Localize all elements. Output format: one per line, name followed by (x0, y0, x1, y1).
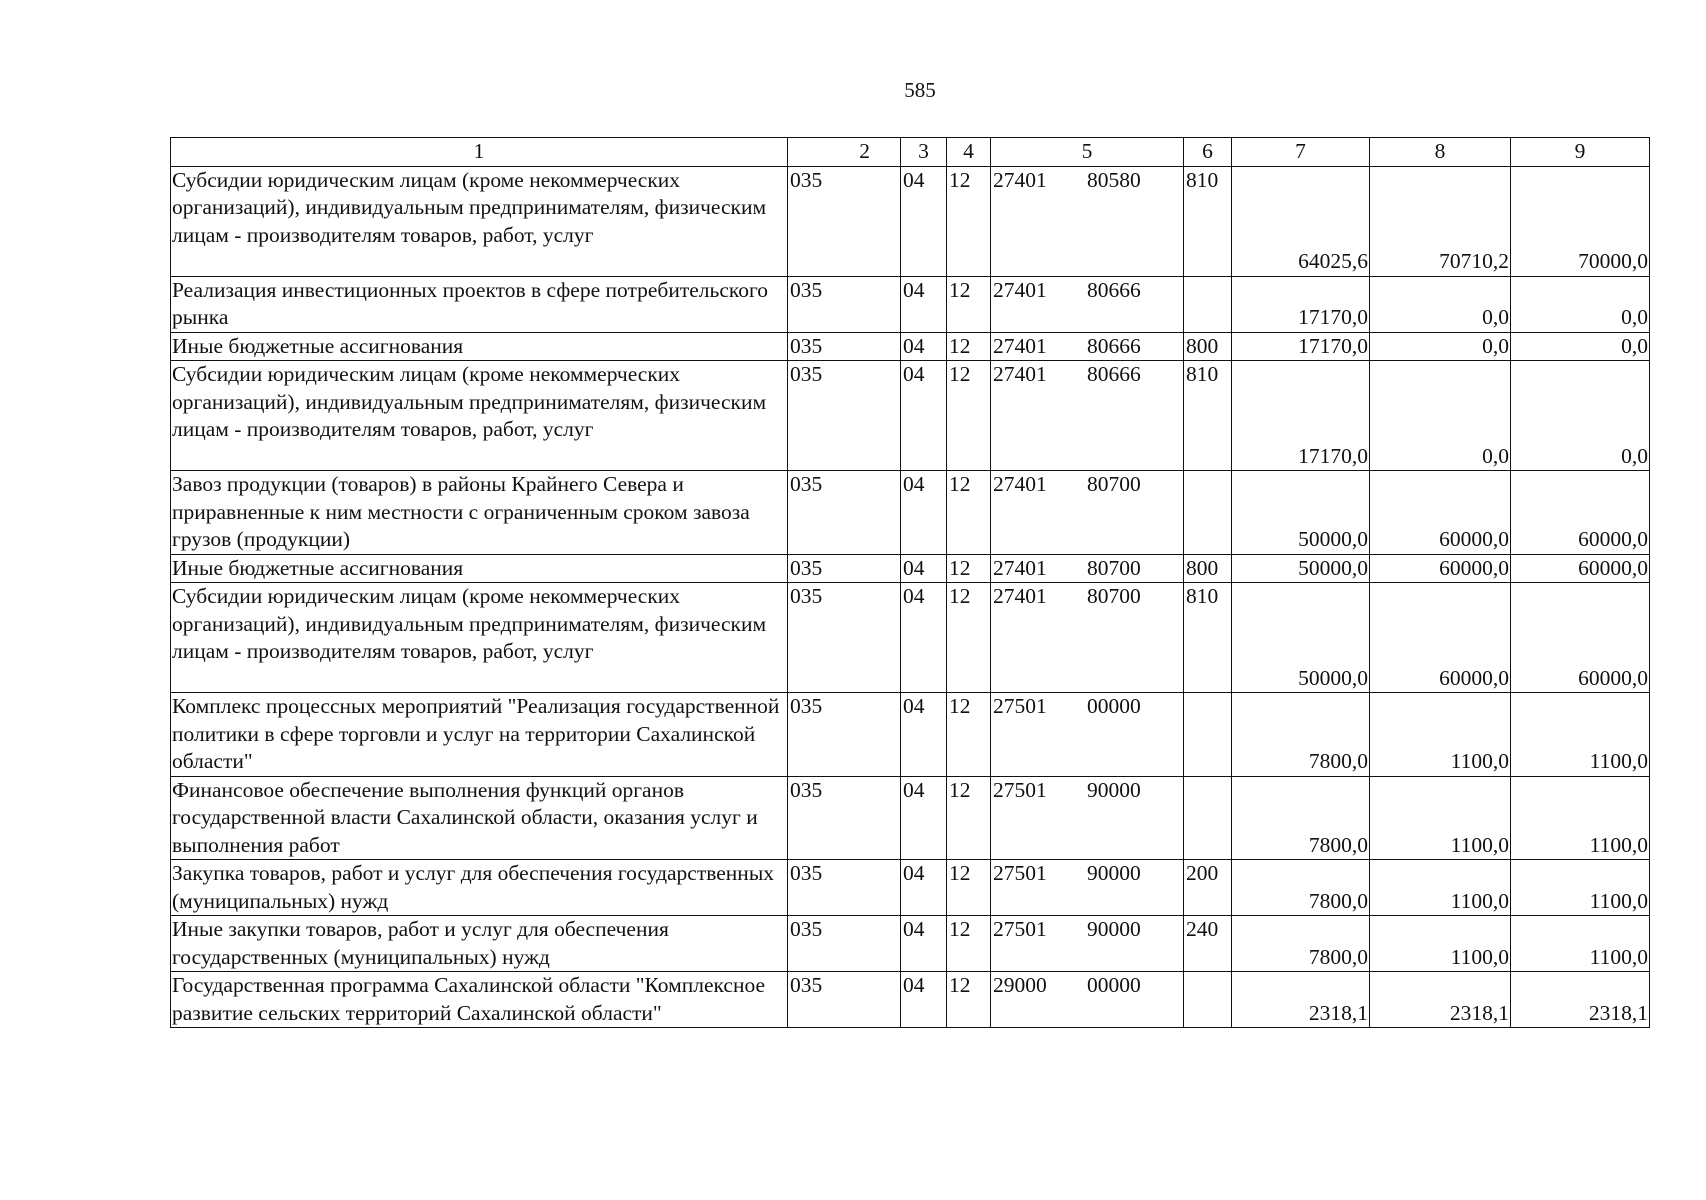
amount-col7: 7800,0 (1232, 860, 1370, 916)
header-cell: 9 (1511, 138, 1650, 167)
amount-col7: 7800,0 (1232, 916, 1370, 972)
code-section: 04 (901, 471, 947, 555)
amount-col7: 17170,0 (1232, 276, 1370, 332)
amount-col7: 7800,0 (1232, 776, 1370, 860)
target-direction-code: 00000 (1087, 973, 1141, 997)
item-name: Государственная программа Сахалинской области "Комплексное развитие сельских территорий Сахалинской области" (171, 972, 788, 1028)
code-expense-type (1184, 276, 1232, 332)
amount-col8: 70710,2 (1370, 166, 1511, 276)
amount-col8: 1100,0 (1370, 693, 1511, 777)
code-expense-type: 800 (1184, 554, 1232, 583)
code-expense-type (1184, 776, 1232, 860)
code-ministry: 035 (788, 583, 901, 693)
item-name: Иные бюджетные ассигнования (171, 554, 788, 583)
code-section: 04 (901, 916, 947, 972)
code-ministry: 035 (788, 972, 901, 1028)
item-name: Комплекс процессных мероприятий "Реализация государственной политики в сфере торговли и услуг на территории Сахалинской области" (171, 693, 788, 777)
amount-col8: 60000,0 (1370, 583, 1511, 693)
item-name: Реализация инвестиционных проектов в сфере потребительского рынка (171, 276, 788, 332)
table-row (171, 916, 1650, 972)
code-subsection: 12 (947, 471, 991, 555)
code-ministry: 035 (788, 361, 901, 471)
code-target-article (991, 166, 1184, 276)
table-row (171, 361, 1650, 471)
target-program-code: 27401 (993, 472, 1047, 496)
header-cell: 5 (991, 138, 1184, 167)
amount-col7: 17170,0 (1232, 332, 1370, 361)
code-expense-type: 810 (1184, 361, 1232, 471)
code-subsection: 12 (947, 276, 991, 332)
amount-col7: 50000,0 (1232, 471, 1370, 555)
code-section: 04 (901, 276, 947, 332)
table-row (171, 471, 1650, 555)
amount-col9: 2318,1 (1511, 972, 1650, 1028)
code-target-article (991, 776, 1184, 860)
code-target-article (991, 916, 1184, 972)
code-subsection: 12 (947, 332, 991, 361)
table-header-row (171, 138, 1650, 167)
code-target-article (991, 860, 1184, 916)
code-target-article (991, 332, 1184, 361)
table-row (171, 554, 1650, 583)
code-section: 04 (901, 860, 947, 916)
target-direction-code: 80666 (1087, 277, 1141, 302)
amount-col7: 17170,0 (1232, 361, 1370, 471)
code-ministry: 035 (788, 860, 901, 916)
amount-col8: 1100,0 (1370, 776, 1511, 860)
code-section: 04 (901, 583, 947, 693)
code-expense-type (1184, 972, 1232, 1028)
target-direction-code: 00000 (1087, 694, 1141, 718)
code-subsection: 12 (947, 693, 991, 777)
table-row (171, 166, 1650, 276)
code-section: 04 (901, 332, 947, 361)
code-subsection: 12 (947, 972, 991, 1028)
target-direction-code: 80666 (1087, 362, 1141, 386)
amount-col8: 2318,1 (1370, 972, 1511, 1028)
amount-col9: 60000,0 (1511, 583, 1650, 693)
table-row (171, 860, 1650, 916)
target-direction-code: 80666 (1087, 333, 1141, 358)
code-ministry: 035 (788, 554, 901, 583)
code-target-article (991, 276, 1184, 332)
target-program-code: 29000 (993, 973, 1047, 997)
code-expense-type: 200 (1184, 860, 1232, 916)
code-subsection: 12 (947, 583, 991, 693)
table-row (171, 276, 1650, 332)
header-cell: 8 (1370, 138, 1511, 167)
budget-table (170, 137, 1650, 1028)
target-program-code: 27401 (993, 584, 1047, 608)
amount-col7: 7800,0 (1232, 693, 1370, 777)
target-direction-code: 80700 (1087, 584, 1141, 608)
code-section: 04 (901, 554, 947, 583)
code-target-article (991, 361, 1184, 471)
target-program-code: 27501 (993, 861, 1047, 885)
item-name: Закупка товаров, работ и услуг для обеспечения государственных (муниципальных) нужд (171, 860, 788, 916)
target-program-code: 27401 (993, 333, 1047, 358)
target-program-code: 27401 (993, 277, 1047, 302)
code-ministry: 035 (788, 693, 901, 777)
table-row (171, 583, 1650, 693)
target-direction-code: 90000 (1087, 917, 1141, 941)
code-target-article (991, 471, 1184, 555)
code-ministry: 035 (788, 332, 901, 361)
amount-col9: 60000,0 (1511, 471, 1650, 555)
amount-col7: 2318,1 (1232, 972, 1370, 1028)
item-name: Субсидии юридическим лицам (кроме некоммерческих организаций), индивидуальным предпринимателям, физическим лицам - производителям товаров, работ, услуг (171, 583, 788, 693)
target-program-code: 27501 (993, 917, 1047, 941)
amount-col8: 0,0 (1370, 361, 1511, 471)
amount-col9: 0,0 (1511, 276, 1650, 332)
code-ministry: 035 (788, 471, 901, 555)
target-program-code: 27501 (993, 777, 1047, 802)
code-section: 04 (901, 776, 947, 860)
code-expense-type (1184, 693, 1232, 777)
item-name: Финансовое обеспечение выполнения функций органов государственной власти Сахалинской области, оказания услуг и выполнения работ (171, 776, 788, 860)
code-subsection: 12 (947, 776, 991, 860)
header-cell: 2 (788, 138, 901, 167)
amount-col8: 60000,0 (1370, 554, 1511, 583)
amount-col7: 50000,0 (1232, 583, 1370, 693)
amount-col8: 0,0 (1370, 276, 1511, 332)
amount-col9: 60000,0 (1511, 554, 1650, 583)
header-cell: 4 (947, 138, 991, 167)
header-cell: 6 (1184, 138, 1232, 167)
amount-col9: 1100,0 (1511, 860, 1650, 916)
code-subsection: 12 (947, 166, 991, 276)
target-program-code: 27501 (993, 694, 1047, 718)
table-row (171, 776, 1650, 860)
table-row (171, 693, 1650, 777)
amount-col9: 1100,0 (1511, 916, 1650, 972)
page-number: 585 (904, 78, 936, 102)
amount-col8: 0,0 (1370, 332, 1511, 361)
code-ministry: 035 (788, 916, 901, 972)
code-section: 04 (901, 972, 947, 1028)
code-subsection: 12 (947, 916, 991, 972)
amount-col7: 64025,6 (1232, 166, 1370, 276)
amount-col9: 0,0 (1511, 361, 1650, 471)
item-name: Субсидии юридическим лицам (кроме некоммерческих организаций), индивидуальным предпринимателям, физическим лицам - производителям товаров, работ, услуг (171, 166, 788, 276)
table-row (171, 332, 1650, 361)
code-ministry: 035 (788, 166, 901, 276)
target-direction-code: 90000 (1087, 861, 1141, 885)
amount-col9: 1100,0 (1511, 693, 1650, 777)
header-cell: 1 (171, 138, 788, 167)
code-subsection: 12 (947, 361, 991, 471)
code-target-article (991, 693, 1184, 777)
amount-col8: 60000,0 (1370, 471, 1511, 555)
code-section: 04 (901, 693, 947, 777)
target-program-code: 27401 (993, 555, 1047, 580)
item-name: Завоз продукции (товаров) в районы Крайнего Севера и приравненные к ним местности с ограниченным сроком завоза грузов (продукции) (171, 471, 788, 555)
amount-col7: 50000,0 (1232, 554, 1370, 583)
code-subsection: 12 (947, 860, 991, 916)
code-expense-type: 240 (1184, 916, 1232, 972)
header-cell: 3 (901, 138, 947, 167)
amount-col9: 0,0 (1511, 332, 1650, 361)
amount-col9: 1100,0 (1511, 776, 1650, 860)
code-target-article (991, 583, 1184, 693)
target-direction-code: 80700 (1087, 472, 1141, 496)
amount-col8: 1100,0 (1370, 916, 1511, 972)
amount-col8: 1100,0 (1370, 860, 1511, 916)
header-cell: 7 (1232, 138, 1370, 167)
code-expense-type: 810 (1184, 166, 1232, 276)
item-name: Иные закупки товаров, работ и услуг для обеспечения государственных (муниципальных) нужд (171, 916, 788, 972)
item-name: Субсидии юридическим лицам (кроме некоммерческих организаций), индивидуальным предпринимателям, физическим лицам - производителям товаров, работ, услуг (171, 361, 788, 471)
code-subsection: 12 (947, 554, 991, 583)
item-name: Иные бюджетные ассигнования (171, 332, 788, 361)
target-program-code: 27401 (993, 167, 1047, 192)
target-direction-code: 90000 (1087, 777, 1141, 802)
target-direction-code: 80580 (1087, 167, 1141, 192)
code-section: 04 (901, 361, 947, 471)
target-program-code: 27401 (993, 362, 1047, 386)
code-ministry: 035 (788, 276, 901, 332)
code-expense-type (1184, 471, 1232, 555)
code-section: 04 (901, 166, 947, 276)
code-target-article (991, 972, 1184, 1028)
code-target-article (991, 554, 1184, 583)
amount-col9: 70000,0 (1511, 166, 1650, 276)
code-expense-type: 810 (1184, 583, 1232, 693)
code-ministry: 035 (788, 776, 901, 860)
code-expense-type: 800 (1184, 332, 1232, 361)
target-direction-code: 80700 (1087, 555, 1141, 580)
table-row (171, 972, 1650, 1028)
